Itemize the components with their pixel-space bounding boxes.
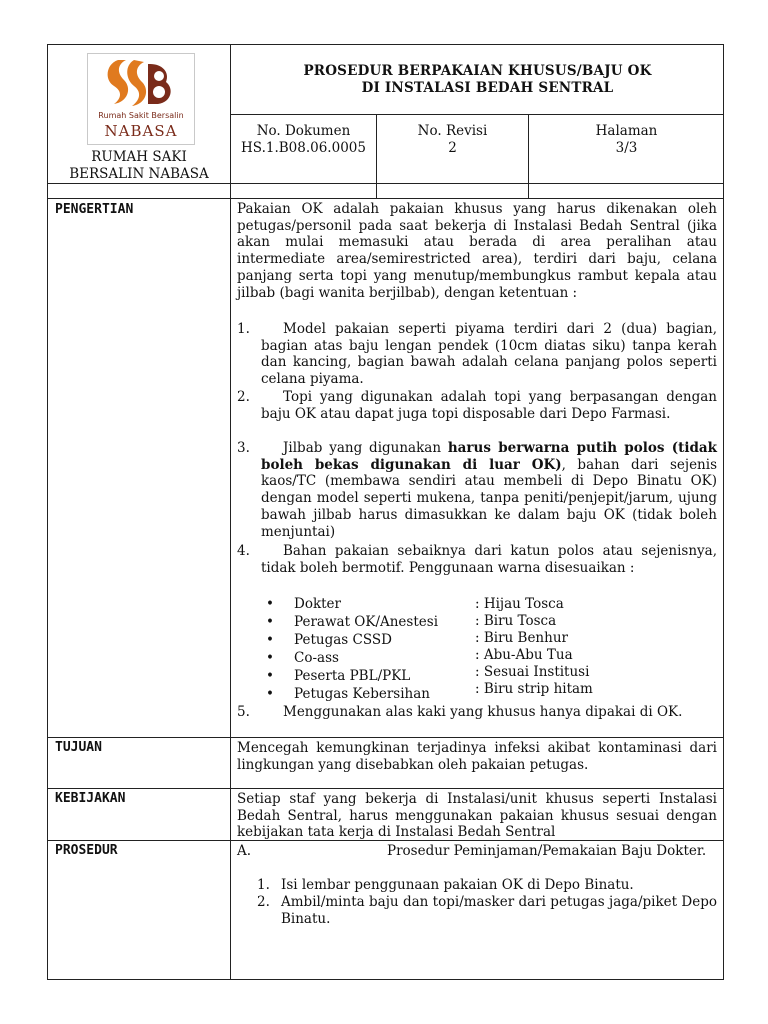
hospital-logo [87,53,195,145]
hospital-name [48,149,230,183]
item-text-pre: Jilbab yang digunakan [283,440,448,456]
hospital-name-line1: RUMAH SAKI [91,149,187,165]
item-number: 5. [237,704,250,720]
grid-line [47,183,724,184]
grid-line [47,788,724,789]
page-label: Halaman [595,123,658,139]
color-value: : Sesuai Institusi [475,664,590,680]
doc-number-value: HS.1.B08.06.0005 [241,140,366,156]
list-item [237,543,717,595]
step-text: Ambil/minta baju dan topi/masker dari petugas jaga/piket Depo Binatu. [281,894,717,927]
item-text [261,440,717,540]
bullet-icon: • [266,632,274,648]
hospital-name-line2: BERSALIN NABASA [69,166,209,182]
pengertian-intro: Pakaian OK adalah pakaian khusus yang harus dikenakan oleh petugas/personil pada saat bekerja di Instalasi Bedah Sentral (jika akan mulai memasuki atau berada di area peralihan atau intermediate area/semirestricted area), terdiri dari baju, celana panjang serta topi yang menutup/membungkus rambut kepala atau jilbab (bagi wanita berjilbab), dengan ketentuan : [237,201,717,301]
role-name: Co-ass [294,650,339,666]
grid-line [230,114,724,115]
logo-name: NABASA [104,122,178,140]
kebijakan-label: KEBIJAKAN [55,791,126,806]
item-text: Bahan pakaian sebaiknya dari katun polos atau sejenisnya, tidak boleh bermotif. Penggunaan warna disesuaikan : [261,543,717,576]
bullet-icon: • [266,686,274,702]
kebijakan-text: Setiap staf yang bekerja di Instalasi/unit khusus seperti Instalasi Bedah Sentral, harus menggunakan pakaian khusus sesuai dengan kebijakan tata kerja di Instalasi Bedah Sentral [237,791,717,841]
item-text-post: , bahan dari sejenis kaos/TC (membawa sendiri atau membeli di Depo Binatu OK) dengan model seperti mukena, tanpa peniti/penjepit/jarum, ujung bawah jilbab harus dimasukkan ke dalam baju OK (tidak boleh menjuntai) [261,456,717,540]
revision-label: No. Revisi [417,123,488,139]
revision-value: 2 [448,140,457,156]
item-text: Model pakaian seperti piyama terdiri dari 2 (dua) bagian, bagian atas baju lengan pendek (10cm diatas siku) tanpa kerah dan kancing, bagian bawah adalah celana panjang polos seperti celana piyama. [261,321,717,388]
list-item [237,389,717,439]
color-value: : Biru strip hitam [475,681,593,697]
tujuan-text: Mencegah kemungkinan terjadinya infeksi akibat kontaminasi dari lingkungan yang disebabkan oleh pakaian petugas. [237,740,717,773]
item-number: 3. [237,440,250,456]
revision-cell [377,123,528,157]
section-letter: A. [237,843,252,859]
bullet-icon: • [266,614,274,630]
item-number: 4. [237,543,250,559]
item-text: Menggunakan alas kaki yang khusus hanya dipakai di OK. [283,704,683,720]
color-value: : Hijau Tosca [475,596,564,612]
section-title-wrap [259,843,717,860]
list-item [237,704,717,738]
role-name: Dokter [294,596,341,612]
pengertian-label: PENGERTIAN [55,202,134,217]
section-title: Prosedur Peminjaman/Pemakaian Baju Dokter. [387,843,707,859]
color-value: : Abu-Abu Tua [475,647,573,663]
doc-number-cell [231,123,376,157]
step-text: Isi lembar penggunaan pakaian OK di Depo Binatu. [281,877,634,893]
bullet-icon: • [266,596,274,612]
page-value: 3/3 [615,140,638,156]
page-cell [529,123,724,157]
logo-tagline: Rumah Sakit Bersalin [98,111,184,120]
doc-number-label: No. Dokumen [256,123,351,139]
page-title [231,63,724,97]
step-number: 2. [257,894,270,910]
item-number: 1. [237,321,250,337]
list-item [237,321,717,389]
item-number: 2. [237,389,250,405]
color-value: : Biru Benhur [475,630,568,646]
prosedur-label: PROSEDUR [55,843,118,858]
role-name: Petugas CSSD [294,632,392,648]
role-name: Petugas Kebersihan [294,686,430,702]
step-number: 1. [257,877,270,893]
grid-line [47,198,724,199]
list-item [237,440,717,540]
tujuan-label: TUJUAN [55,740,102,755]
item-text: Topi yang digunakan adalah topi yang berpasangan dengan baju OK atau dapat juga topi disposable dari Depo Farmasi. [261,389,717,422]
role-name: Peserta PBL/PKL [294,668,411,684]
role-name: Perawat OK/Anestesi [294,614,439,630]
title-line1: PROSEDUR BERPAKAIAN KHUSUS/BAJU OK [303,63,652,79]
item-text-bold: harus berwarna putih polos (tidak boleh bekas digunakan di luar OK) [261,440,717,473]
bullet-icon: • [266,650,274,666]
title-line2: DI INSTALASI BEDAH SENTRAL [361,80,614,96]
bullet-icon: • [266,668,274,684]
color-value: : Biru Tosca [475,613,557,629]
